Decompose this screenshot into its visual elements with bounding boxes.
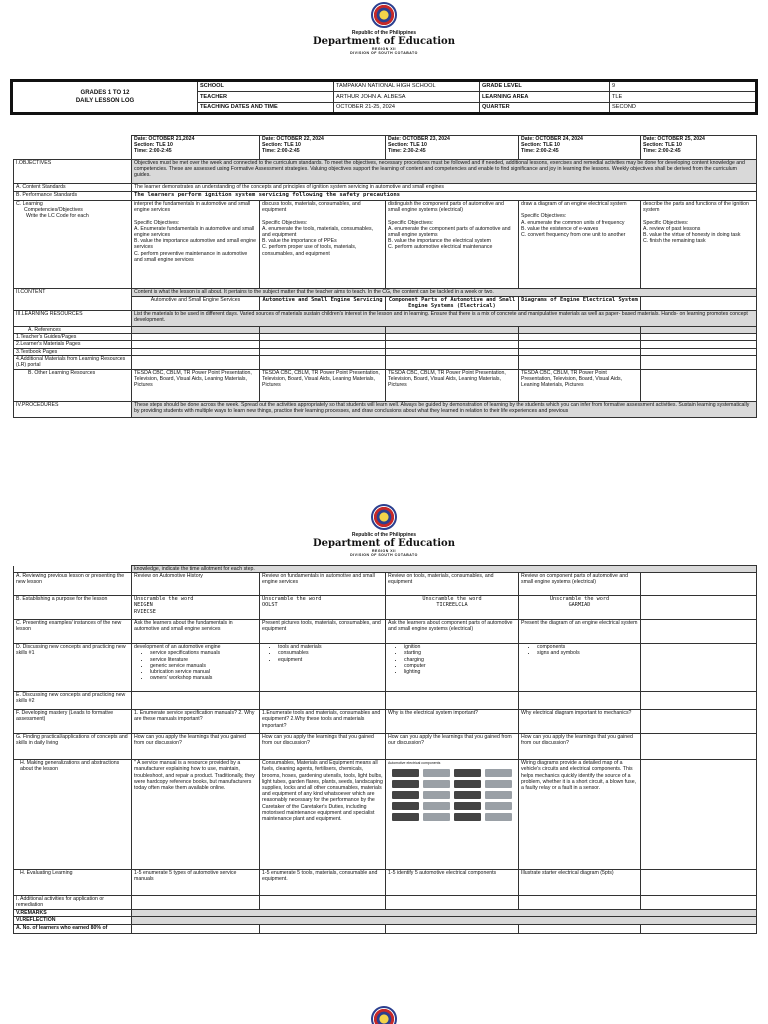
procedure-cell: How can you apply the learnings that you gained from our discussion?: [519, 734, 641, 760]
resource-cell: [641, 369, 757, 401]
unscramble-cell: Unscramble the word NEIGEN RVIECSE: [132, 596, 260, 620]
component-icon: [485, 802, 512, 810]
component-icon: [392, 769, 419, 777]
developing-mastery-label: F. Developing mastery (Leads to formative assessment): [14, 710, 132, 734]
learners-materials-label: 2.Learner's Materials Pages: [14, 341, 132, 348]
component-icon: [423, 813, 450, 821]
procedure-cell: [641, 573, 757, 596]
additional-activities-label: I. Additional activities for application or remediation: [14, 896, 132, 910]
objectives-label: I.OBJECTIVES: [14, 160, 132, 184]
procedure-cell: Review on component parts of automotive and small engine systems (electrical): [519, 573, 641, 596]
evaluation-cell: 1-5 enumerate 5 types of automotive service manuals: [132, 870, 260, 896]
practical-applications-label: G. Finding practical/applications of concepts and skills in daily living: [14, 734, 132, 760]
procedure-cell: [641, 710, 757, 734]
evaluating-learning-label: H. Evaluating Learning: [14, 870, 132, 896]
topic-cell: Automotive and Small Engine Servicing: [260, 297, 386, 311]
procedures-continued-text: knowledge, indicate the time allotment for each step.: [132, 566, 757, 573]
evaluation-cell: 1-5 identify 5 automotive electrical components: [386, 870, 519, 896]
evaluation-cell: 1-5 enumerate 5 tools, materials, consumable and equipment.: [260, 870, 386, 896]
topic-cell: Component Parts of Automotive and Small Engine Systems (Electrical): [386, 297, 519, 311]
generalizations-label: H. Making generalizations and abstractions about the lesson: [14, 760, 132, 870]
topic-cell: [641, 297, 757, 311]
evaluation-cell: Illustrate starter electrical diagram (5pts): [519, 870, 641, 896]
deped-seal-icon: [371, 504, 397, 530]
component-icon: [423, 780, 450, 788]
component-icon: [485, 769, 512, 777]
quarter-label: QUARTER: [480, 103, 610, 114]
procedure-cell: [641, 734, 757, 760]
learning-area-value: TLE: [610, 92, 757, 103]
day-header: Date: OCTOBER 22, 2024 Section: TLE 10 Time: 2:00-2:45: [260, 136, 386, 160]
unscramble-cell: Unscramble the word GARMIAD: [519, 596, 641, 620]
procedure-cell: [641, 760, 757, 870]
component-icon: [392, 780, 419, 788]
remarks-label: V.REMARKS: [14, 910, 132, 917]
reviewing-label: A. Reviewing previous lesson or presenting the new lesson: [14, 573, 132, 596]
day-header: Date: OCTOBER 21,2024 Section: TLE 10 Time: 2:00-2:45: [132, 136, 260, 160]
component-icon: [454, 802, 481, 810]
day-header: Date: OCTOBER 23, 2024 Section: TLE 10 Time: 2:30-2:45: [386, 136, 519, 160]
grade-level-label: GRADE LEVEL: [480, 81, 610, 92]
procedure-cell: Review on fundamentals in automotive and small engine services: [260, 573, 386, 596]
component-icon: [454, 791, 481, 799]
teaching-dates-value: OCTOBER 21-25, 2024: [334, 103, 480, 114]
competency-cell: interpret the fundamentals in automotive and small engine services Specific Objectives: A. Enumerate fundamentals in automotive and small engine services B. value the importance automotive and small engine services C. perform preventive maintenance in automotive and small engine services: [132, 201, 260, 289]
learning-resources-text: List the materials to be used in different days. Varied sources of materials sustain children's interest in the lesson and in learning. Ensure that there is a mix of concrete and manipulative materials as well as paper- based materials. Hands- on learning promotes concept development.: [132, 311, 757, 327]
concept-list-cell: • ignition • starting • charging • computer • lighting: [386, 644, 519, 692]
discussing-concepts-2-label: E. Discussing new concepts and practicing new skills #2: [14, 692, 132, 710]
procedure-cell: Ask the learners about component parts of automotive and small engine systems (electrical): [386, 620, 519, 644]
procedure-cell: " A service manual is a resource provided by a manufacturer explaining how to use, maintain, troubleshoot, and repair a product. Traditionally, they were hardcopy reference books, but manufacturers today often make them available online.: [132, 760, 260, 870]
additional-materials-label: 4.Additional Materials from Learning Resources (LR) portal: [14, 355, 132, 369]
competency-cell: describe the parts and functions of the ignition system Specific Objectives: A. review of past lessons B. value the virtue of honesty in doing task C. finish the remaining task: [641, 201, 757, 289]
objectives-table: [13, 135, 757, 418]
procedure-cell: 1. Enumerate service specification manuals? 2. Why are these manuals important?: [132, 710, 260, 734]
resource-cell: TESDA CBC, CBLM, TR Power Point Presentation, Television, Board, Visual Aids, Leaning Materials, Pictures: [386, 369, 519, 401]
grade-level-value: 9: [610, 81, 757, 92]
component-icon: [454, 780, 481, 788]
learning-area-label: LEARNING AREA: [480, 92, 610, 103]
discussing-concepts-1-label: D. Discussing new concepts and practicing new skills #1: [14, 644, 132, 692]
content-text: Content is what the lesson is all about. It pertains to the subject matter that the teacher aims to teach. In the CG, the content can be tackled in a week or two.: [132, 289, 757, 297]
concept-list-cell: development of an automotive engine • service specifications manuals • service literature • generic service manuals • lubrication service manual • owners' workshop manuals: [132, 644, 260, 692]
competency-cell: distinguish the component parts of automotive and small engine systems (electrical) Specific Objectives: A. enumerate the component parts of automotive and small engine systems B. value the importance the electrical system C. perform automotive electrical maintenance: [386, 201, 519, 289]
component-icon: [423, 791, 450, 799]
presenting-examples-label: C. Presenting examples/ instances of the new lesson: [14, 620, 132, 644]
concept-list-cell: • components • signs and symbols: [519, 644, 641, 692]
procedure-cell: Why electrical diagram important to mechanics?: [519, 710, 641, 734]
performance-standards-label: B. Performance Standards: [14, 192, 132, 201]
content-standards-text: The learner demonstrates an understanding of the concepts and principles of ignition system servicing in automotive and small engines: [132, 184, 757, 192]
competency-cell: discuss tools, materials, consumables, and equipment Specific Objectives: A. enumerate the tools, materials, consumables, and equipment B. value the importance of PPEs C. perform proper use of tools, materials, consumables, and equipment: [260, 201, 386, 289]
department-title: Department of Education: [313, 36, 455, 47]
procedure-cell: Ask the learners about the fundamentals in automotive and small engine services: [132, 620, 260, 644]
component-icon: [392, 802, 419, 810]
republic-text: Republic of the Philippines: [351, 30, 417, 36]
region-text: REGION XII: [371, 47, 397, 51]
teaching-dates-label: TEACHING DATES AND TIME: [198, 103, 334, 114]
component-icon: [485, 780, 512, 788]
procedure-cell: Review on tools, materials, consumables, and equipment: [386, 573, 519, 596]
reflection-label: VI.REFLECTION: [14, 917, 132, 924]
component-icon: [392, 813, 419, 821]
resource-cell: TESDA CBC, CBLM, TR Power Point Presentation, Television, Board, Visual Aids, Leaning Materials, Pictures: [519, 369, 641, 401]
unscramble-cell: Unscramble the word OOLST: [260, 596, 386, 620]
component-icon: [485, 813, 512, 821]
references-label: A. References: [14, 327, 132, 334]
procedure-cell: How can you apply the learnings that you gained from our discussion?: [132, 734, 260, 760]
day-header: Date: OCTOBER 24, 2024 Section: TLE 10 Time: 2:00-2:45: [519, 136, 641, 160]
evaluation-cell: [641, 870, 757, 896]
component-icon: [485, 791, 512, 799]
resource-cell: TESDA CBC, CBLM, TR Power Point Presentation, Television, Board, Visual Aids, Leaning Materials, Pictures: [260, 369, 386, 401]
school-label: SCHOOL: [198, 81, 334, 92]
procedure-cell: Present the diagram of an engine electrical system: [519, 620, 641, 644]
topic-cell: Automotive and Small Engine Services: [132, 297, 260, 311]
topic-cell: Diagrams of Engine Electrical System: [519, 297, 641, 311]
procedures-label: IV.PROCEDURES: [14, 401, 132, 417]
procedure-cell: How can you apply the learnings that you gained from our discussion?: [260, 734, 386, 760]
learners-80-percent-label: A. No. of learners who earned 80% of: [14, 924, 132, 933]
procedure-cell: Wiring diagrams provide a detailed map of a vehicle's circuits and electrical components. This helps mechanics quickly identify the source of a problem, whether it is a short circuit, a blown fuse, a faulty relay or a fault in a sensor.: [519, 760, 641, 870]
unscramble-cell: Unscramble the word TICREELCLA: [386, 596, 519, 620]
day-header: Date: OCTOBER 25, 2024 Section: TLE 10 Time: 2:00-2:45: [641, 136, 757, 160]
learning-competencies-label: C. Learning Competencies/Objectives Write the LC Code for each: [14, 201, 132, 289]
procedure-cell: 1.Enumerate tools and materials, consumables and equipment? 2.Why these tools and materials important?: [260, 710, 386, 734]
page3-header: [0, 1006, 768, 1024]
component-icon: [392, 791, 419, 799]
division-text: DIVISION OF SOUTH COTABATO: [350, 51, 418, 55]
content-label: II.CONTENT: [14, 289, 132, 311]
dll-title: GRADES 1 TO 12 DAILY LESSON LOG: [12, 81, 198, 114]
procedure-cell: [641, 620, 757, 644]
deped-seal-icon: [371, 2, 397, 28]
component-icon: [423, 802, 450, 810]
lesson-log-info-table: [10, 79, 758, 115]
electrical-components-image: Automotive electrical components: [386, 760, 519, 870]
performance-standards-text: The learners perform ignition system servicing following the safety precautions: [132, 192, 757, 201]
procedure-cell: Review on Automotive History: [132, 573, 260, 596]
procedures-text: These steps should be done across the week. Spread out the activities appropriately so that students will learn well. Always be guided by demonstration of learning by the students which you can infer from formative assessment activities. Sustain learning systematically by providing students with multiple ways to learn new things, practice their learning processes, and draw conclusions about what they learned in relation to their life experiences and previous: [132, 401, 757, 417]
component-icon: [423, 769, 450, 777]
procedures-table: [13, 565, 757, 934]
school-value: TAMPAKAN NATIONAL HIGH SCHOOL: [334, 81, 480, 92]
objectives-text: Objectives must be met over the week and connected to the curriculum standards. To meet the objectives, necessary procedures must be followed and if needed, additional lessons, exercises and remedial activities may be done for developing content knowledge and competencies. These are assessed using Formative Assessment strategies. Valuing objectives support the learning of content and competencies and enable to find significance and joy in learning the lessons. Weekly objectives shall be derived from the curriculum guides.: [132, 160, 757, 184]
concept-list-cell: • tools and materials • consumables • equipment: [260, 644, 386, 692]
teacher-label: TEACHER: [198, 92, 334, 103]
procedure-cell: Present pictures tools, materials, consumables, and equipment: [260, 620, 386, 644]
teachers-guide-label: 1.Teacher's Guides/Pages: [14, 334, 132, 341]
page2-header: Republic of the Philippines Department of Education REGION XII DIVISION OF SOUTH COTABATO: [0, 504, 768, 557]
purpose-label: B. Establishing a purpose for the lesson: [14, 596, 132, 620]
deped-seal-icon: [371, 1006, 397, 1024]
competency-cell: draw a diagram of an engine electrical system Specific Objectives: A. enumerate the common units of frequency B. value the existence of e-waves C. convert frequency from one unit to another: [519, 201, 641, 289]
quarter-value: SECOND: [610, 103, 757, 114]
page1-header: [0, 2, 768, 55]
textbook-pages-label: 3.Textbook Pages: [14, 348, 132, 355]
teacher-value: ARTHUR JOHN A. ALBESA: [334, 92, 480, 103]
resource-cell: TESDA CBC, CBLM, TR Power Point Presentation, Television, Board, Visual Aids, Leaning Materials, Pictures: [132, 369, 260, 401]
other-resources-label: B. Other Learning Resources: [14, 369, 132, 401]
learning-resources-label: III.LEARNING RESOURCES: [14, 311, 132, 327]
content-standards-label: A. Content Standards: [14, 184, 132, 192]
component-icon: [454, 813, 481, 821]
procedure-cell: Why is the electrical system important?: [386, 710, 519, 734]
component-icon: [454, 769, 481, 777]
procedure-cell: Consumables, Materials and Equipment means all fuels, cleaning agents, fertilisers, chemicals, brooms, hoses, gardening utensils, tools, light bulbs, light tubes, garden flares, plants, seeds, landscaping supplies, locks and all other consumables, materials and equipment of any kind whatsoever which are reasonably necessary for the performance by the Caretaker of the Caretaker's Duties, including motorised maintenance equipment and specialist maintenance plant and equipment.: [260, 760, 386, 870]
procedure-cell: How can you apply the learnings that you gained from our discussion?: [386, 734, 519, 760]
